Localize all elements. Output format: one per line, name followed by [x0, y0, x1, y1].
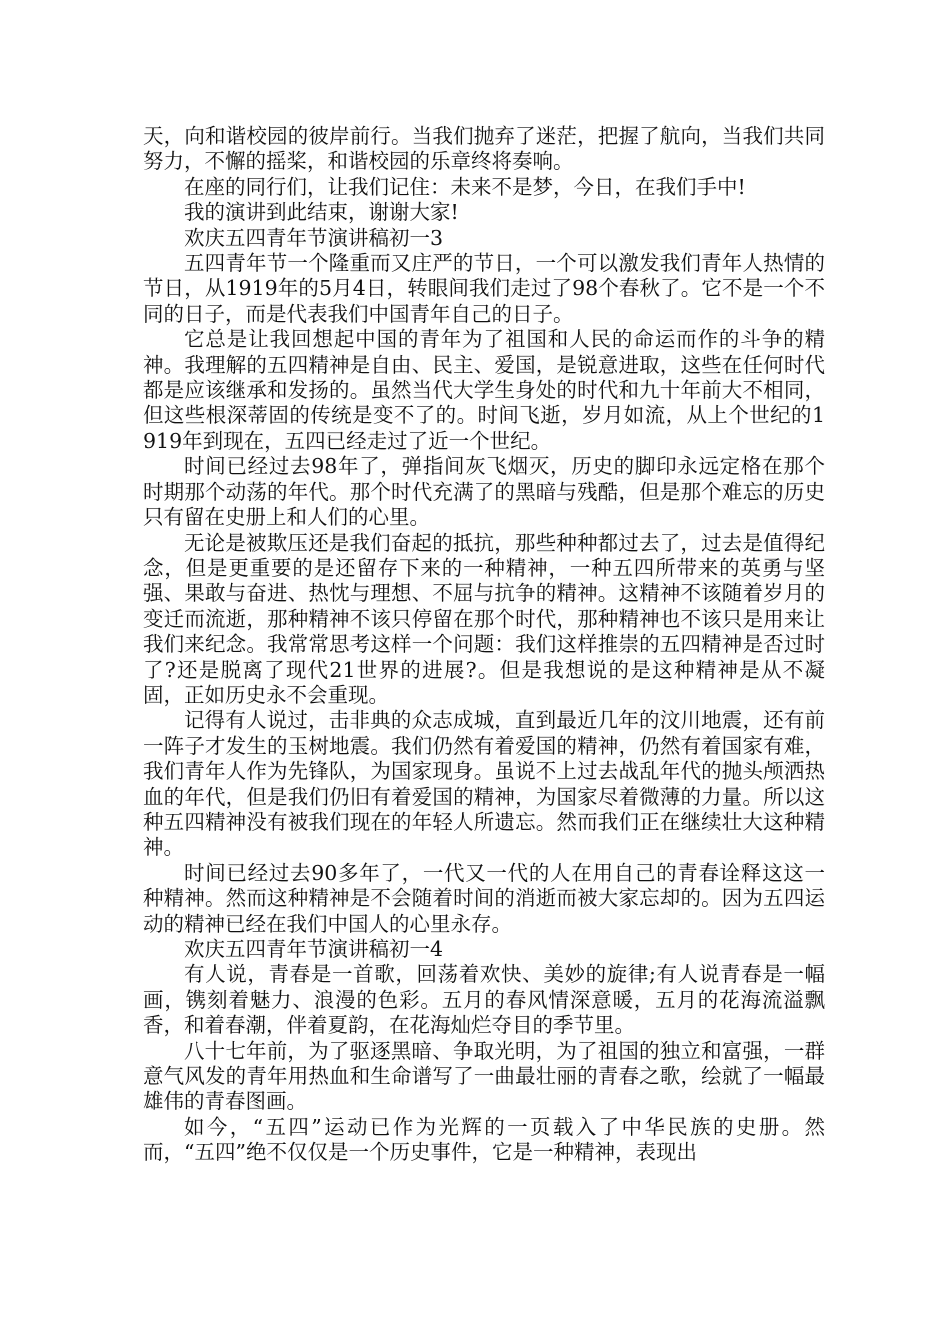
paragraph: 在座的同行们，让我们记住：未来不是梦，今日，在我们手中!	[184, 174, 746, 199]
paragraph: 天，向和谐校园的彼岸前行。当我们抛弃了迷茫，把握了航向，当我们共同努力，不懈的摇桨，和谐校园的乐章终将奏响。	[143, 124, 825, 174]
paragraph: 时间已经过去90多年了，一代又一代的人在用自己的青春诠释这这一种精神。然而这种精神是不会随着时间的消逝而被大家忘却的。因为五四运动的精神已经在我们中国人的心里永存。	[143, 860, 825, 936]
section-heading: 欢庆五四青年节演讲稿初一4	[184, 937, 444, 961]
paragraph: 我的演讲到此结束，谢谢大家!	[184, 200, 459, 225]
paragraph: 八十七年前，为了驱逐黑暗、争取光明，为了祖国的独立和富强，一群意气风发的青年用热血和生命谱写了一曲最壮丽的青春之歌，绘就了一幅最雄伟的青春图画。	[143, 1038, 825, 1114]
paragraph: 它总是让我回想起中国的青年为了祖国和人民的命运而作的斗争的精神。我理解的五四精神是自由、民主、爱国，是锐意进取，这些在任何时代都是应该继承和发扬的。虽然当代大学生身处的时代和九十年前大不相同，但这些根深蒂固的传统是变不了的。时间飞逝，岁月如流，从上个世纪的1919年到现在，五四已经走过了近一个世纪。	[143, 327, 825, 453]
paragraph: 有人说，青春是一首歌，回荡着欢快、美妙的旋律;有人说青春是一幅画，镌刻着魅力、浪漫的色彩。五月的春风情深意暖，五月的花海流溢飘香，和着春潮，伴着夏韵，在花海灿烂夺目的季节里。	[143, 962, 825, 1038]
paragraph: 无论是被欺压还是我们奋起的抵抗，那些种种都过去了，过去是值得纪念，但是更重要的是还留存下来的一种精神，一种五四所带来的英勇与坚强、果敢与奋进、热忱与理想、不屈与抗争的精神。这精神不该随着岁月的变迁而流逝，那种精神不该只停留在那个时代，那种精神也不该只是用来让我们来纪念。我常常思考这样一个问题：我们这样推崇的五四精神是否过时了?还是脱离了现代21世界的进展?。但是我想说的是这种精神是从不凝固，正如历史永不会重现。	[143, 530, 825, 707]
section-heading: 欢庆五四青年节演讲稿初一3	[184, 225, 444, 250]
paragraph: 时间已经过去98年了，弹指间灰飞烟灭，历史的脚印永远定格在那个时期那个动荡的年代。那个时代充满了的黑暗与残酷，但是那个难忘的历史只有留在史册上和人们的心里。	[143, 454, 825, 530]
paragraph: 记得有人说过，击非典的众志成城，直到最近几年的汶川地震，还有前一阵子才发生的玉树地震。我们仍然有着爱国的精神，仍然有着国家有难，我们青年人作为先锋队，为国家现身。虽说不上过去战乱年代的抛头颅洒热血的年代，但是我们仍旧有着爱国的精神，为国家尽着微薄的力量。所以这种五四精神没有被我们现在的年轻人所遗忘。然而我们正在继续壮大这种精神。	[143, 708, 825, 860]
paragraph: 如今，“五四”运动已作为光辉的一页载入了中华民族的史册。然而，“五四”绝不仅仅是一个历史事件，它是一种精神，表现出	[143, 1114, 825, 1165]
paragraph: 五四青年节一个隆重而又庄严的节日，一个可以激发我们青年人热情的节日，从1919年的5月4日，转眼间我们走过了98个春秋了。它不是一个不同的日子，而是代表我们中国青年自己的日子。	[143, 251, 825, 326]
document-body	[143, 124, 825, 1166]
